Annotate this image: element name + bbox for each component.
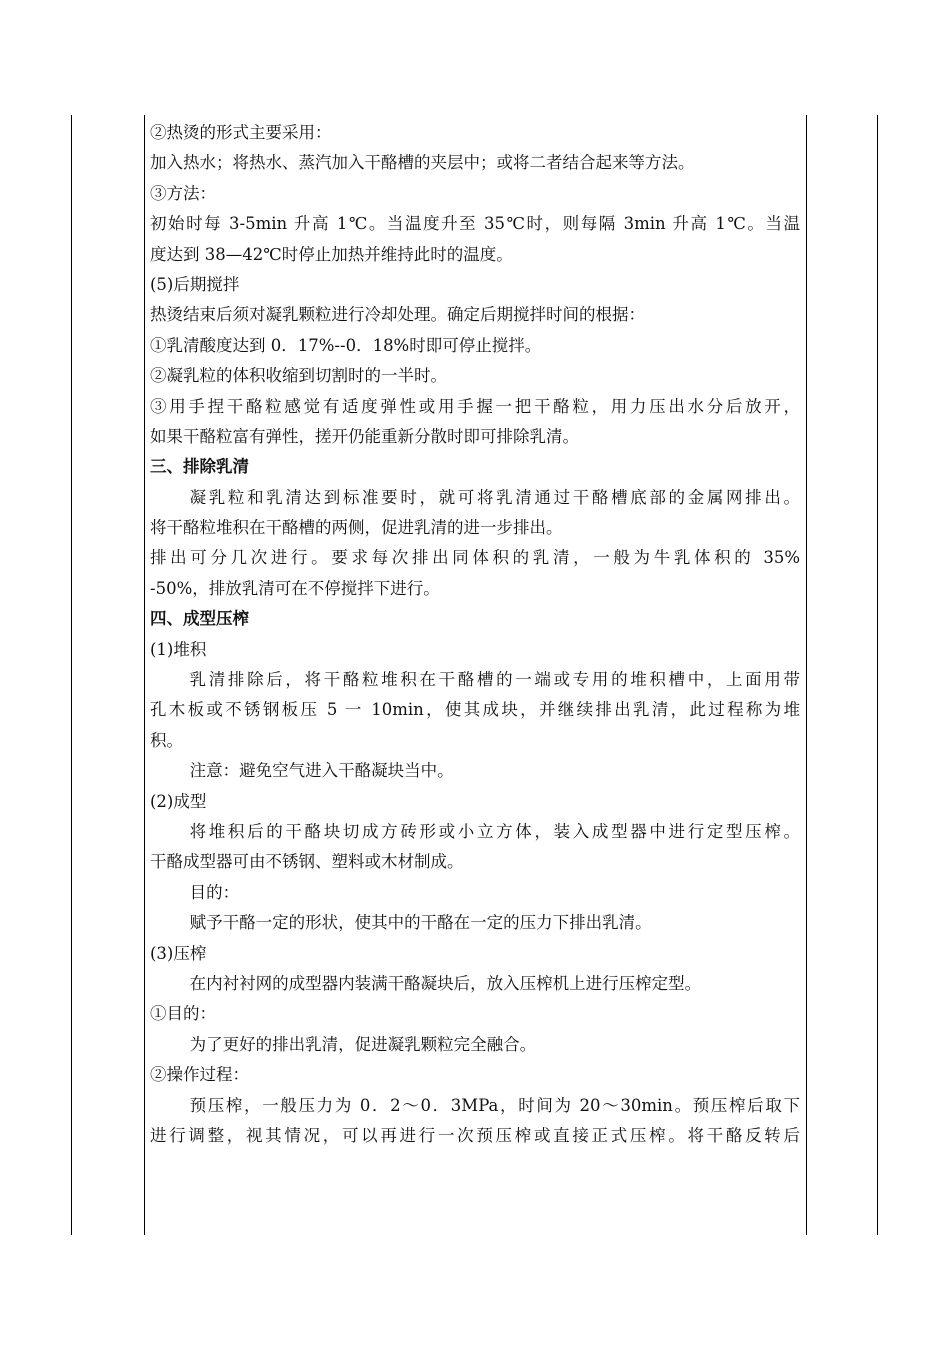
text-line: 进行调整，视其情况，可以再进行一次预压榨或直接正式压榨。将干酪反转后 bbox=[150, 1125, 800, 1145]
text-line: 干酪成型器可由不锈钢、塑料或木材制成。 bbox=[150, 852, 464, 872]
text-line: (1)堆积 bbox=[150, 639, 207, 659]
text-line: 孔木板或不锈钢板压 5 一 10min，使其成块，并继续排出乳清，此过程称为堆 bbox=[150, 700, 800, 720]
text-line: 目的： bbox=[189, 882, 240, 902]
table-border-inner-right bbox=[806, 115, 807, 1235]
text-line: (3)压榨 bbox=[150, 943, 207, 963]
text-line: 为了更好的排出乳清，促进凝乳颗粒完全融合。 bbox=[189, 1034, 537, 1054]
text-line: 排出可分几次进行。要求每次排出同体积的乳清，一般为牛乳体积的 35% bbox=[150, 548, 800, 568]
text-line: 度达到 38—42℃时停止加热并维持此时的温度。 bbox=[150, 244, 513, 264]
text-line: 在内衬衬网的成型器内装满干酪凝块后，放入压榨机上进行压榨定型。 bbox=[189, 973, 702, 993]
text-line: 热烫结束后须对凝乳颗粒进行冷却处理。确定后期搅拌时间的根据： bbox=[150, 305, 645, 325]
text-line: 将干酪粒堆积在干酪槽的两侧，促进乳清的进一步排出。 bbox=[150, 518, 563, 538]
text-line: ②操作过程： bbox=[150, 1065, 249, 1085]
text-line: (2)成型 bbox=[150, 791, 207, 811]
text-line: 凝乳粒和乳清达到标准要时，就可将乳清通过干酪槽底部的金属网排出。 bbox=[189, 487, 800, 507]
text-line: 赋予干酪一定的形状，使其中的干酪在一定的压力下排出乳清。 bbox=[189, 913, 652, 933]
text-line: 注意：避免空气进入干酪凝块当中。 bbox=[189, 761, 454, 781]
text-line: 如果干酪粒富有弹性，搓开仍能重新分散时即可排除乳清。 bbox=[150, 426, 579, 446]
text-line: ③方法： bbox=[150, 183, 216, 203]
text-line: ③用手捏干酪粒感觉有适度弹性或用手握一把干酪粒，用力压出水分后放开， bbox=[150, 396, 800, 416]
text-line: ①目的： bbox=[150, 1004, 216, 1024]
table-border-inner-left bbox=[144, 115, 145, 1235]
text-line: (5)后期搅拌 bbox=[150, 274, 240, 294]
text-line: ②热烫的形式主要采用： bbox=[150, 123, 332, 142]
text-line: ②凝乳粒的体积收缩到切割时的一半时。 bbox=[150, 366, 447, 386]
table-border-right bbox=[877, 115, 878, 1235]
section-heading: 四、成型压榨 bbox=[150, 609, 249, 629]
text-line: 加入热水；将热水、蒸汽加入干酪槽的夹层中；或将二者结合起来等方法。 bbox=[150, 153, 695, 173]
text-line: 预压榨，一般压力为 0．2～0．3MPa，时间为 20～30min。预压榨后取下 bbox=[189, 1095, 800, 1115]
section-heading: 三、排除乳清 bbox=[150, 457, 249, 477]
table-border-left bbox=[71, 115, 72, 1235]
text-line: 乳清排除后，将干酪粒堆积在干酪槽的一端或专用的堆积槽中，上面用带 bbox=[189, 670, 800, 690]
text-line: 积。 bbox=[150, 730, 183, 750]
document-body bbox=[150, 118, 800, 1151]
text-line: 初始时每 3-5min 升高 1℃。当温度升至 35℃时，则每隔 3min 升高 1℃。当温 bbox=[150, 214, 800, 234]
text-line: ①乳清酸度达到 0．17%--0．18%时即可停止搅拌。 bbox=[150, 335, 542, 355]
text-line: -50%，排放乳清可在不停搅拌下进行。 bbox=[150, 578, 440, 598]
text-line: 将堆积后的干酪块切成方砖形或小立方体，装入成型器中进行定型压榨。 bbox=[189, 821, 800, 841]
